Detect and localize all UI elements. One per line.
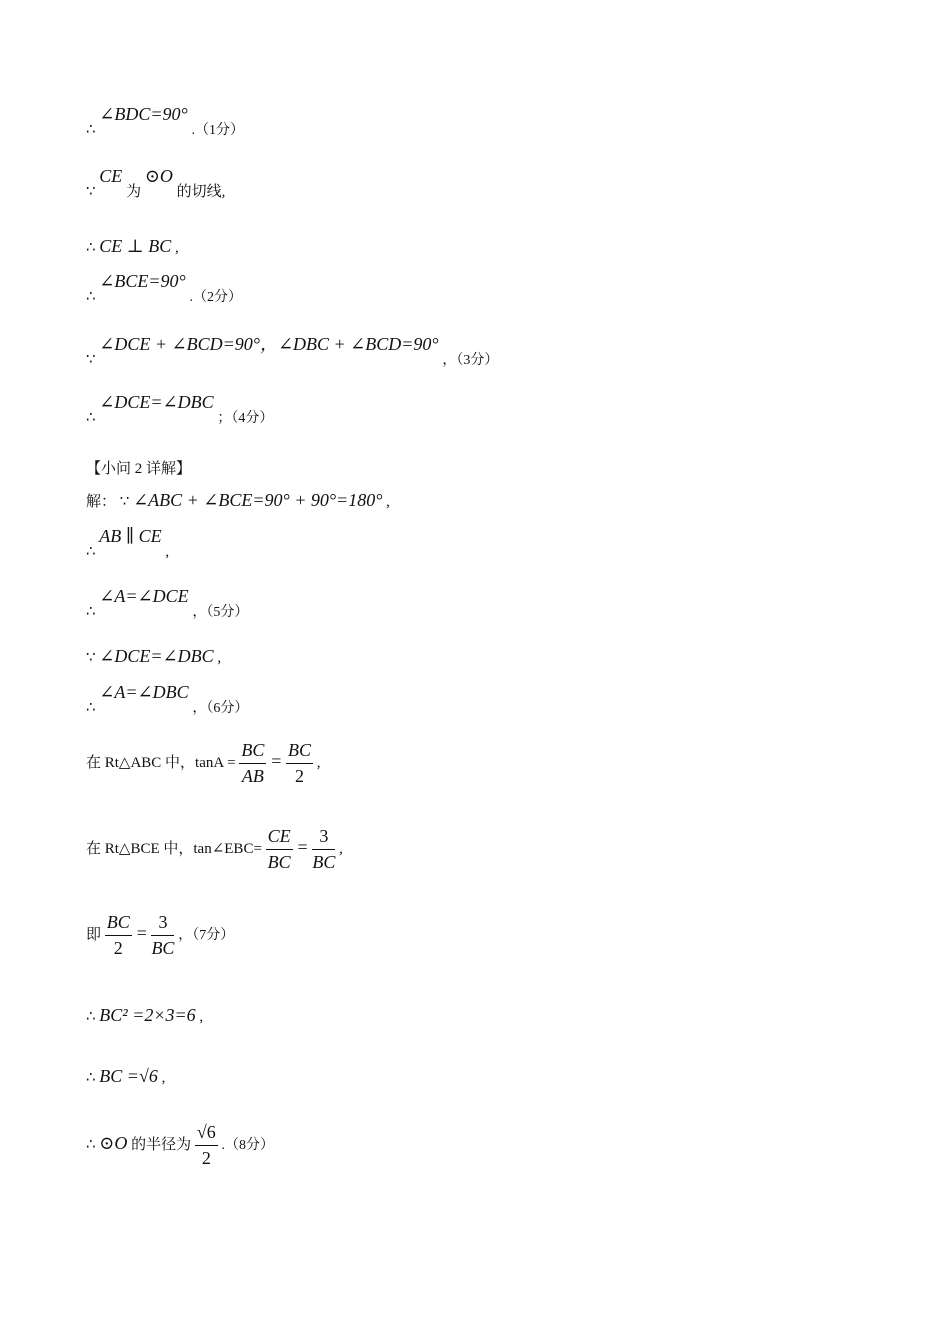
section-heading: 【小问 2 详解】 — [86, 461, 192, 477]
fraction: $\frac{CE}{BC}$ — [267, 826, 291, 872]
proof-line-8: ∴ ∠A=∠DCE ，（5分） — [86, 586, 249, 620]
fraction: $\frac{3}{BC}$ — [151, 912, 175, 958]
fraction: $\frac{BC}{2}$ — [106, 912, 130, 958]
proof-line-9: ∵ ∠DCE=∠DBC , — [86, 646, 222, 666]
proof-line-1: ∴ ∠BDC=90° .（1分） — [86, 104, 244, 138]
tan-a-line: 在 Rt△ABC 中，tanA = $\frac{BC}{AB}$ = $\frac{BC}{2}$ , — [86, 740, 321, 786]
bc-line: ∴ BC =√6 , — [86, 1066, 166, 1086]
bc-squared-line: ∴ BC² =2×3=6 , — [86, 1005, 204, 1025]
proof-line-2: ∵ CE 为 ⊙O 的切线, — [86, 166, 226, 200]
proof-line-6: ∴ ∠DCE=∠DBC ；（4分） — [86, 392, 274, 426]
equation-line: 即 $\frac{BC}{2}$ = $\frac{3}{BC}$ ，（7分） — [86, 912, 235, 958]
proof-line-4: ∴ ∠BCE=90° .（2分） — [86, 271, 242, 305]
proof-line-3: ∴ CE ⊥ BC , — [86, 236, 179, 256]
radius-line: ∴ ⊙O 的半径为 $\frac{√6}{2}$ .（8分） — [86, 1122, 275, 1168]
proof-line-5: ∵ ∠DCE + ∠BCD=90°，∠DBC + ∠BCD=90° ，（3分） — [86, 334, 499, 368]
fraction: $\frac{BC}{AB}$ — [241, 740, 265, 786]
proof-line-7: ∴ AB ∥ CE , — [86, 526, 170, 560]
fraction: $\frac{BC}{2}$ — [288, 740, 312, 786]
solve-line: 解： ∵ ∠ABC + ∠BCE=90° + 90°=180° , — [86, 490, 390, 510]
fraction: $\frac{√6}{2}$ — [196, 1122, 216, 1168]
tan-ebc-line: 在 Rt△BCE 中，tan∠EBC= $\frac{CE}{BC}$ = $\frac{3}{BC}$ , — [86, 826, 343, 872]
proof-line-10: ∴ ∠A=∠DBC ，（6分） — [86, 682, 249, 716]
fraction: $\frac{3}{BC}$ — [312, 826, 336, 872]
